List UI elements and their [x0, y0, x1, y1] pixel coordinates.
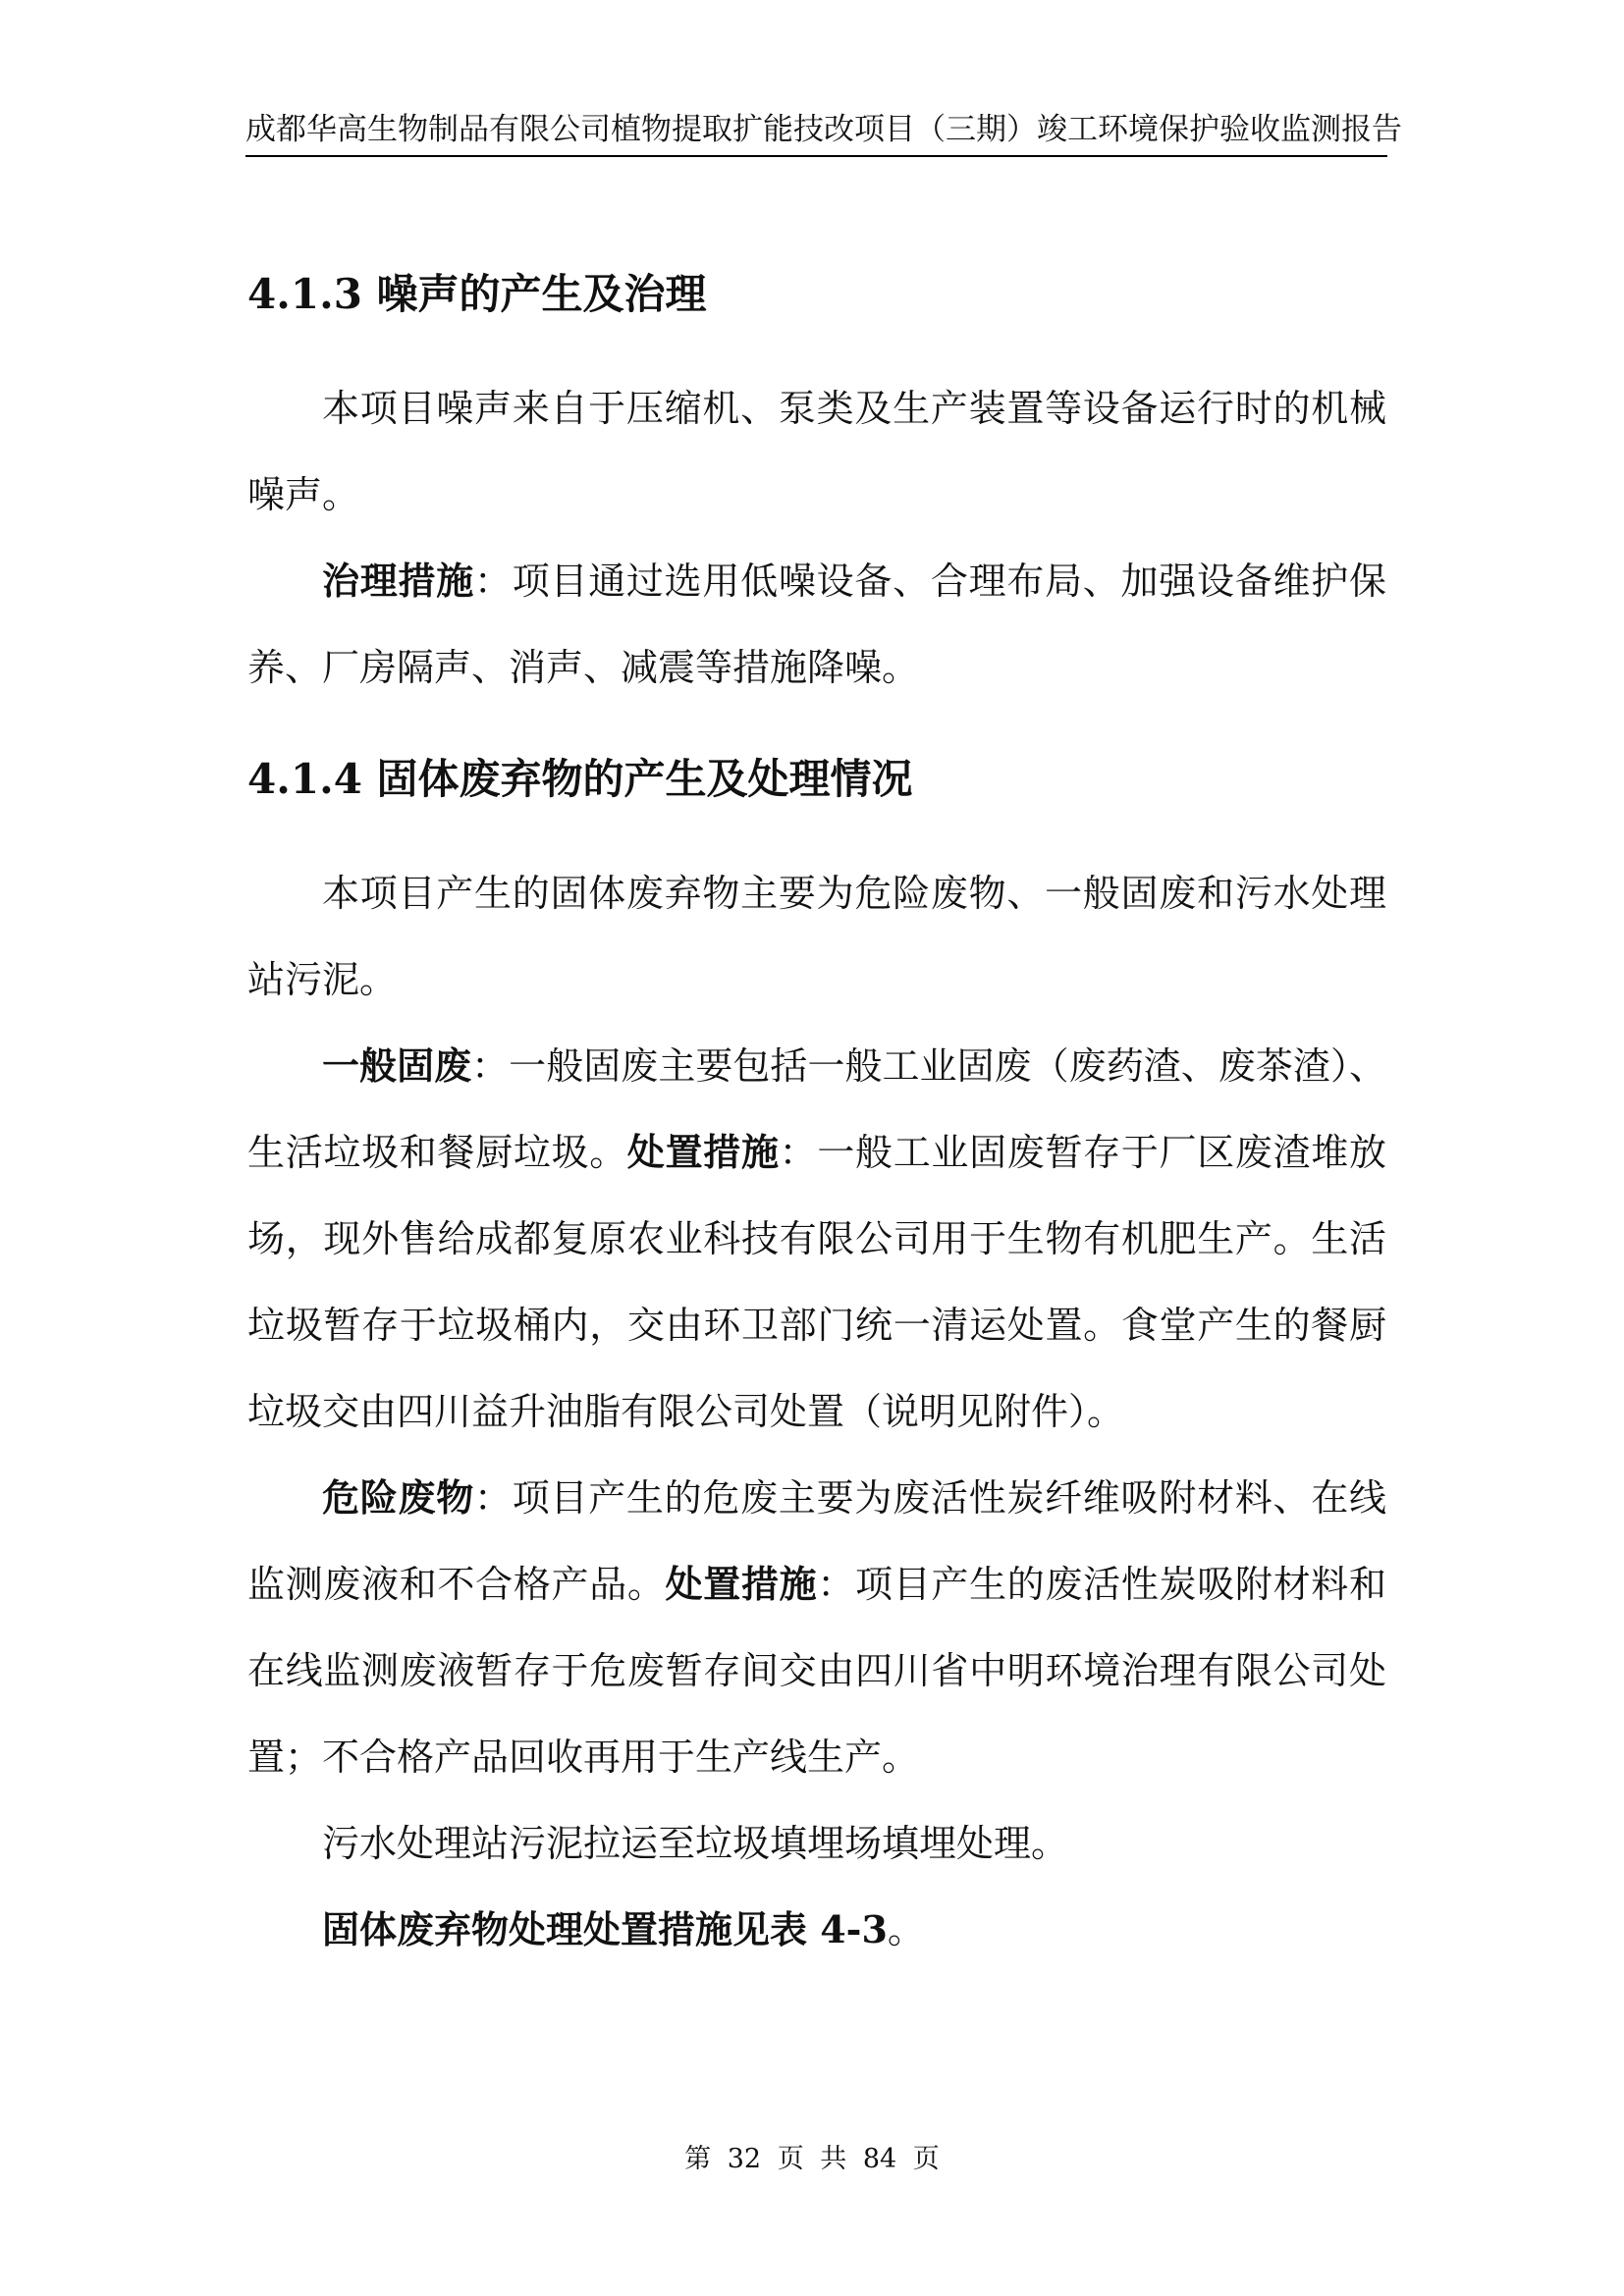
- solid-waste-intro-paragraph: [247, 850, 1386, 1023]
- sludge-text: 污水处理站污泥拉运至垃圾填埋场填埋处理。: [322, 1822, 1069, 1865]
- general-waste-text: ：一般固废主要包括一般工业固废（废药渣、废茶渣）、生活垃圾和餐厨垃圾。: [247, 1044, 1386, 1174]
- general-waste-paragraph: [247, 1023, 1386, 1455]
- table-reference-paragraph: [247, 1887, 1386, 1973]
- section-heading-noise: 4.1.3 噪声的产生及治理: [247, 270, 707, 318]
- page-number: 第 32 页 共 84 页: [684, 2144, 940, 2174]
- hazardous-waste-paragraph: [247, 1455, 1386, 1800]
- noise-source-paragraph: [247, 365, 1386, 538]
- solid-waste-intro-text: 本项目产生的固体废弃物主要为危险废物、一般固废和污水处理站污泥。: [247, 872, 1386, 1001]
- table-reference-text: 固体废弃物处理处置措施见表 4-3: [322, 1907, 888, 1951]
- page-body: [247, 265, 1386, 1973]
- report-header-title: 成都华高生物制品有限公司植物提取扩能技改项目（三期）竣工环境保护验收监测报告: [245, 112, 1402, 147]
- noise-measures-paragraph: [247, 538, 1386, 711]
- hazardous-waste-measure-label: 处置措施: [665, 1562, 818, 1606]
- hazardous-waste-text: ：项目产生的危废主要为废活性炭纤维吸附材料、在线监测废液和不合格产品。: [247, 1476, 1386, 1606]
- sludge-paragraph: [247, 1800, 1386, 1887]
- general-waste-measure-text: ：一般工业固废暂存于厂区废渣堆放场，现外售给成都复原农业科技有限公司用于生物有机肥生产。生活垃圾暂存于垃圾桶内，交由环卫部门统一清运处置。食堂产生的餐厨垃圾交由四川益升油脂有限公司处置（说明见附件）。: [247, 1131, 1386, 1433]
- noise-measures-label: 治理措施: [322, 559, 474, 603]
- general-waste-measure-label: 处置措施: [626, 1130, 780, 1174]
- noise-measures-text: ：项目通过选用低噪设备、合理布局、加强设备维护保养、厂房隔声、消声、减震等措施降噪。: [247, 560, 1386, 689]
- section-heading-solid-waste: 4.1.4 固体废弃物的产生及处理情况: [247, 755, 913, 803]
- hazardous-waste-label: 危险废物: [322, 1475, 474, 1520]
- noise-source-text: 本项目噪声来自于压缩机、泵类及生产装置等设备运行时的机械噪声。: [247, 387, 1386, 516]
- general-waste-label: 一般固废: [322, 1043, 472, 1088]
- table-reference-period: 。: [887, 1908, 925, 1951]
- header-divider: [245, 155, 1387, 157]
- hazardous-waste-measure-text: ：项目产生的废活性炭吸附材料和在线监测废液暂存于危废暂存间交由四川省中明环境治理有限公司处置；不合格产品回收再用于生产线生产。: [247, 1563, 1386, 1779]
